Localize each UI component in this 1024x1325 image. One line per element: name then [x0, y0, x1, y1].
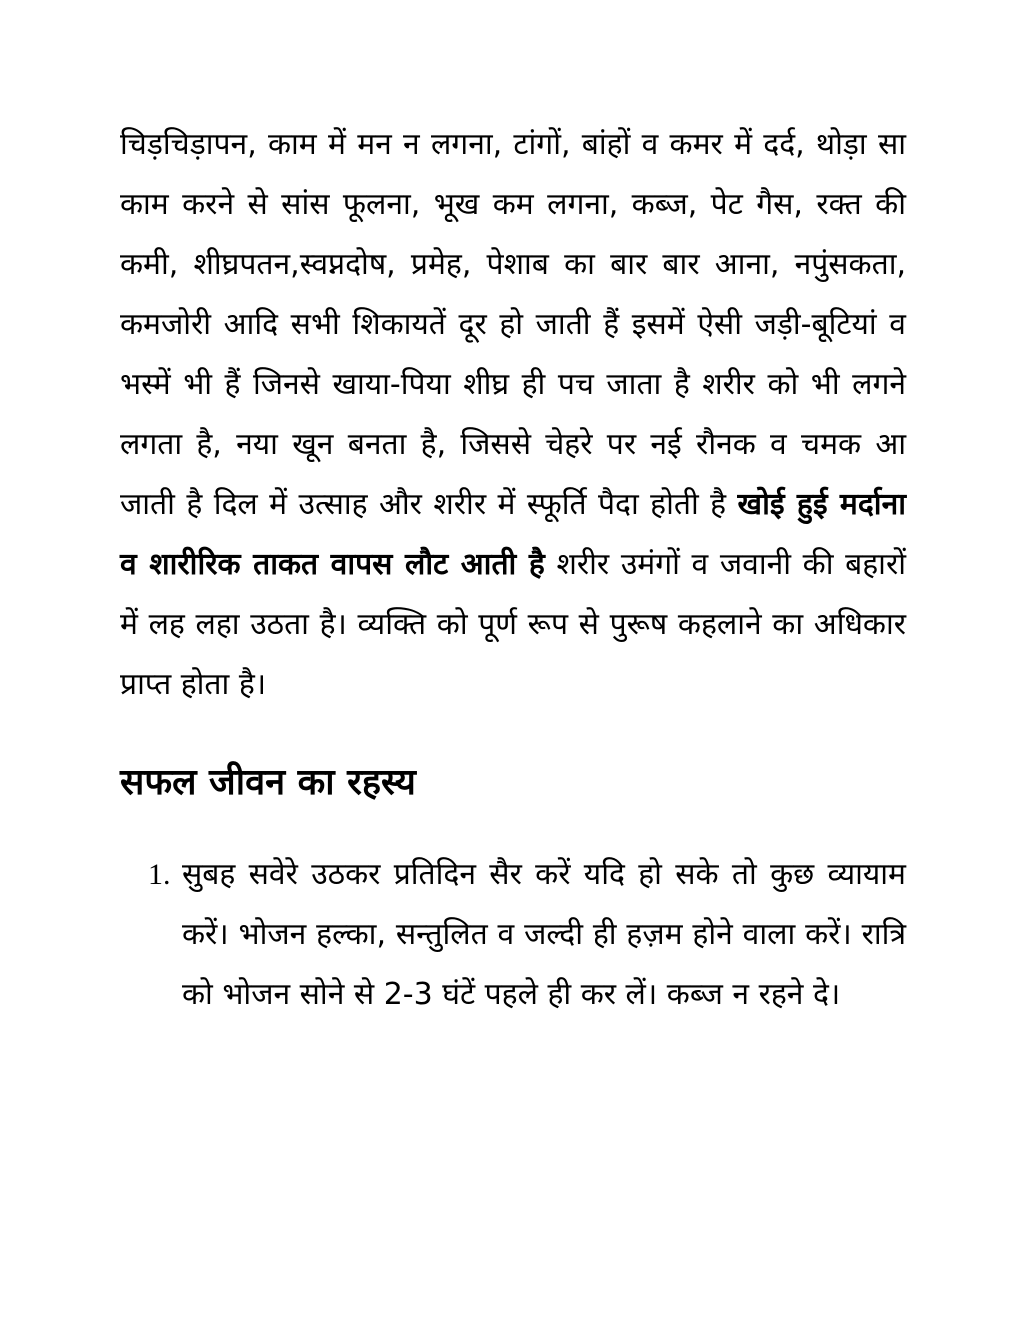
- body-paragraph: [120, 115, 906, 715]
- numbered-list: [120, 845, 906, 1025]
- paragraph-text-end: शरीर उमंगों व जवानी की बहारों में लह लहा उठता है। व्यक्ति को पूर्ण रूप से पुरूष कहलाने का अधिकार प्राप्त होता है।: [120, 547, 906, 702]
- list-item-number: 1.: [148, 858, 171, 891]
- list-item: [120, 845, 906, 1025]
- document-page: [120, 115, 906, 1025]
- paragraph-bold-text: खोई हुई मर्दाना व शारीरिक ताकत वापस लौट आती है: [120, 487, 906, 582]
- paragraph-text-start: चिड़चिड़ापन, काम में मन न लगना, टांगों, बांहों व कमर में दर्द, थोड़ा सा काम करने से सांस फूलना, भूख कम लगना, कब्ज, पेट गैस, रक्त की कमी, शीघ्रपतन,स्वप्नदोष, प्रमेह, पेशाब का बार बार आना, नपुंसकता, कमजोरी आदि सभी शिकायतें दूर हो जाती हैं इसमें ऐसी जड़ी-बूटियां व भस्में भी हैं जिनसे खाया-पिया शीघ्र ही पच जाता है शरीर को भी लगने लगता है, नया खून बनता है, जिससे चेहरे पर नई रौनक व चमक आ जाती है दिल में उत्साह और शरीर में स्फूर्ति पैदा होती है: [120, 127, 906, 522]
- list-item-text: सुबह सवेरे उठकर प्रतिदिन सैर करें यदि हो सके तो कुछ व्यायाम करें। भोजन हल्का, सन्तुलित व जल्दी ही हज़म होने वाला करें। रात्रि को भोजन सोने से 2-3 घंटें पहले ही कर लें। कब्ज न रहने दे।: [182, 857, 906, 1012]
- section-heading: सफल जीवन का रहस्य: [120, 762, 416, 803]
